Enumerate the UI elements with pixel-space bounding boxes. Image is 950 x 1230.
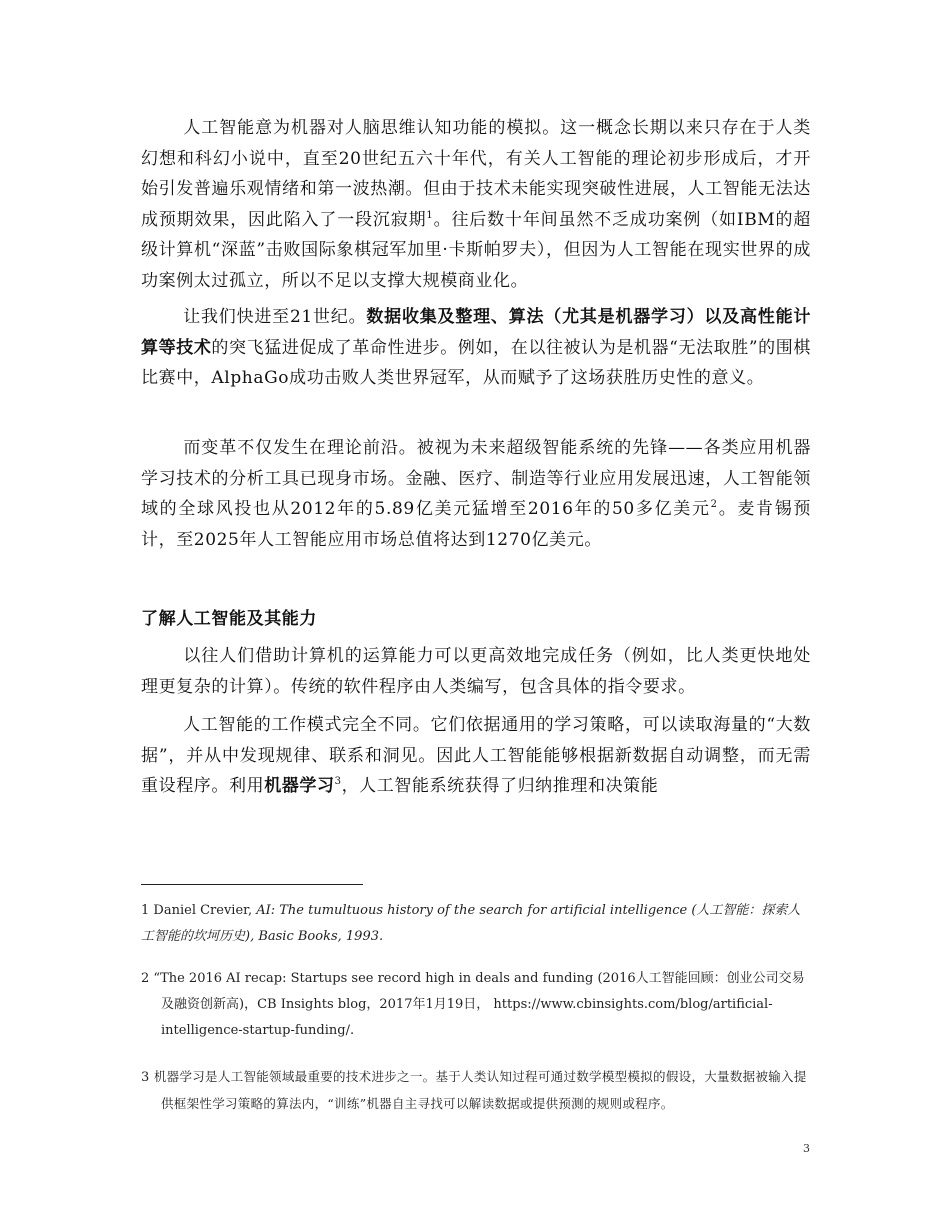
paragraph-text: 以往人们借助计算机的运算能力可以更高效地完成任务（例如，比人类更快地处理更复杂的计算）。传统的软件程序由人类编写，包含具体的指令要求。 [141, 646, 811, 697]
paragraph-text: 人工智能的工作模式完全不同。它们依据通用的学习策略，可以读取海量的“大数据”，并从中发现规律、联系和洞见。因此人工智能能够根据新数据自动调整，而无需重设程序。利用 [141, 715, 811, 796]
body-paragraph-1 [141, 113, 811, 296]
body-paragraph-4 [141, 641, 811, 702]
bold-phrase: 数据收集及整理、算法（尤其是机器学习）以及高性能计算等技术 [141, 307, 811, 358]
footnote-ref-3[interactable]: 3 [334, 776, 342, 787]
paragraph-text: 的突飞猛进促成了革命性进步。例如，在以往被认为是机器“无法取胜”的围棋比赛中，AlphaGo成功击败人类世界冠军，从而赋予了这场获胜历史性的意义。 [141, 337, 811, 388]
footnote-3 [141, 1064, 813, 1117]
bold-phrase: 机器学习 [264, 776, 335, 796]
paragraph-text: 而变革不仅发生在理论前沿。被视为未来超级智能系统的先锋——各类应用机器学习技术的分析工具已现身市场。金融、医疗、制造等行业应用发展迅速，人工智能领域的全球风投也从2012年的5.89亿美元猛增至2016年的50多亿美元 [141, 438, 811, 519]
footnote-number: 2 [141, 971, 150, 986]
body-paragraph-3 [141, 433, 811, 555]
footnote-1 [141, 898, 813, 950]
paragraph-text: ，人工智能系统获得了归纳推理和决策能 [341, 776, 659, 796]
paragraph-text: 人工智能意为机器对人脑思维认知功能的模拟。这一概念长期以来只存在于人类幻想和科幻小说中，直至20世纪五六十年代，有关人工智能的理论初步形成后，才开始引发普遍乐观情绪和第一波热潮。但由于技术未能实现突破性进展，人工智能无法达成预期效果，因此陷入了一段沉寂期 [141, 118, 811, 230]
footnote-text[interactable]: “The 2016 AI recap: Startups see record high in deals and funding (2016人工智能回顾：创业公司交易及融资创新高)，CB Insights blog，2017年1月19日， https://www.cbinsights.com/blog/artificial-intelligence-startup-funding/. [153, 971, 805, 1038]
footnote-text: 机器学习是人工智能领域最重要的技术进步之一。基于人类认知过程可通过数学模型模拟的假设，大量数据被输入提供框架性学习策略的算法内，“训练”机器自主寻找可以解读数据或提供预测的规则或程序。 [153, 1069, 807, 1111]
footnote-title: AI: The tumultuous history of the search for artificial intelligence (人工智能：探索人工智能的坎坷历史), Basic Books, 1993. [141, 903, 801, 944]
body-paragraph-5 [141, 710, 811, 802]
footnote-number: 3 [141, 1070, 150, 1085]
footnote-2 [141, 966, 813, 1044]
paragraph-text: 。往后数十年间虽然不乏成功案例（如IBM的超级计算机“深蓝”击败国际象棋冠军加里·卡斯帕罗夫），但因为人工智能在现实世界的成功案例太过孤立，所以不足以支撑大规模商业化。 [141, 209, 811, 291]
page-number: 3 [803, 1142, 810, 1155]
footnote-number: 1 [141, 903, 150, 918]
footnote-divider [141, 884, 363, 885]
paragraph-text: 。麦肯锡预计，至2025年人工智能应用市场总值将达到1270亿美元。 [141, 499, 811, 550]
footnote-ref-2[interactable]: 2 [710, 499, 718, 510]
footnote-author: Daniel Crevier, [153, 903, 253, 918]
paragraph-text: 让我们快进至21世纪。 [183, 307, 367, 327]
footnote-ref-1[interactable]: 1 [426, 209, 434, 221]
body-paragraph-2 [141, 302, 811, 394]
section-heading: 了解人工智能及其能力 [141, 609, 317, 629]
